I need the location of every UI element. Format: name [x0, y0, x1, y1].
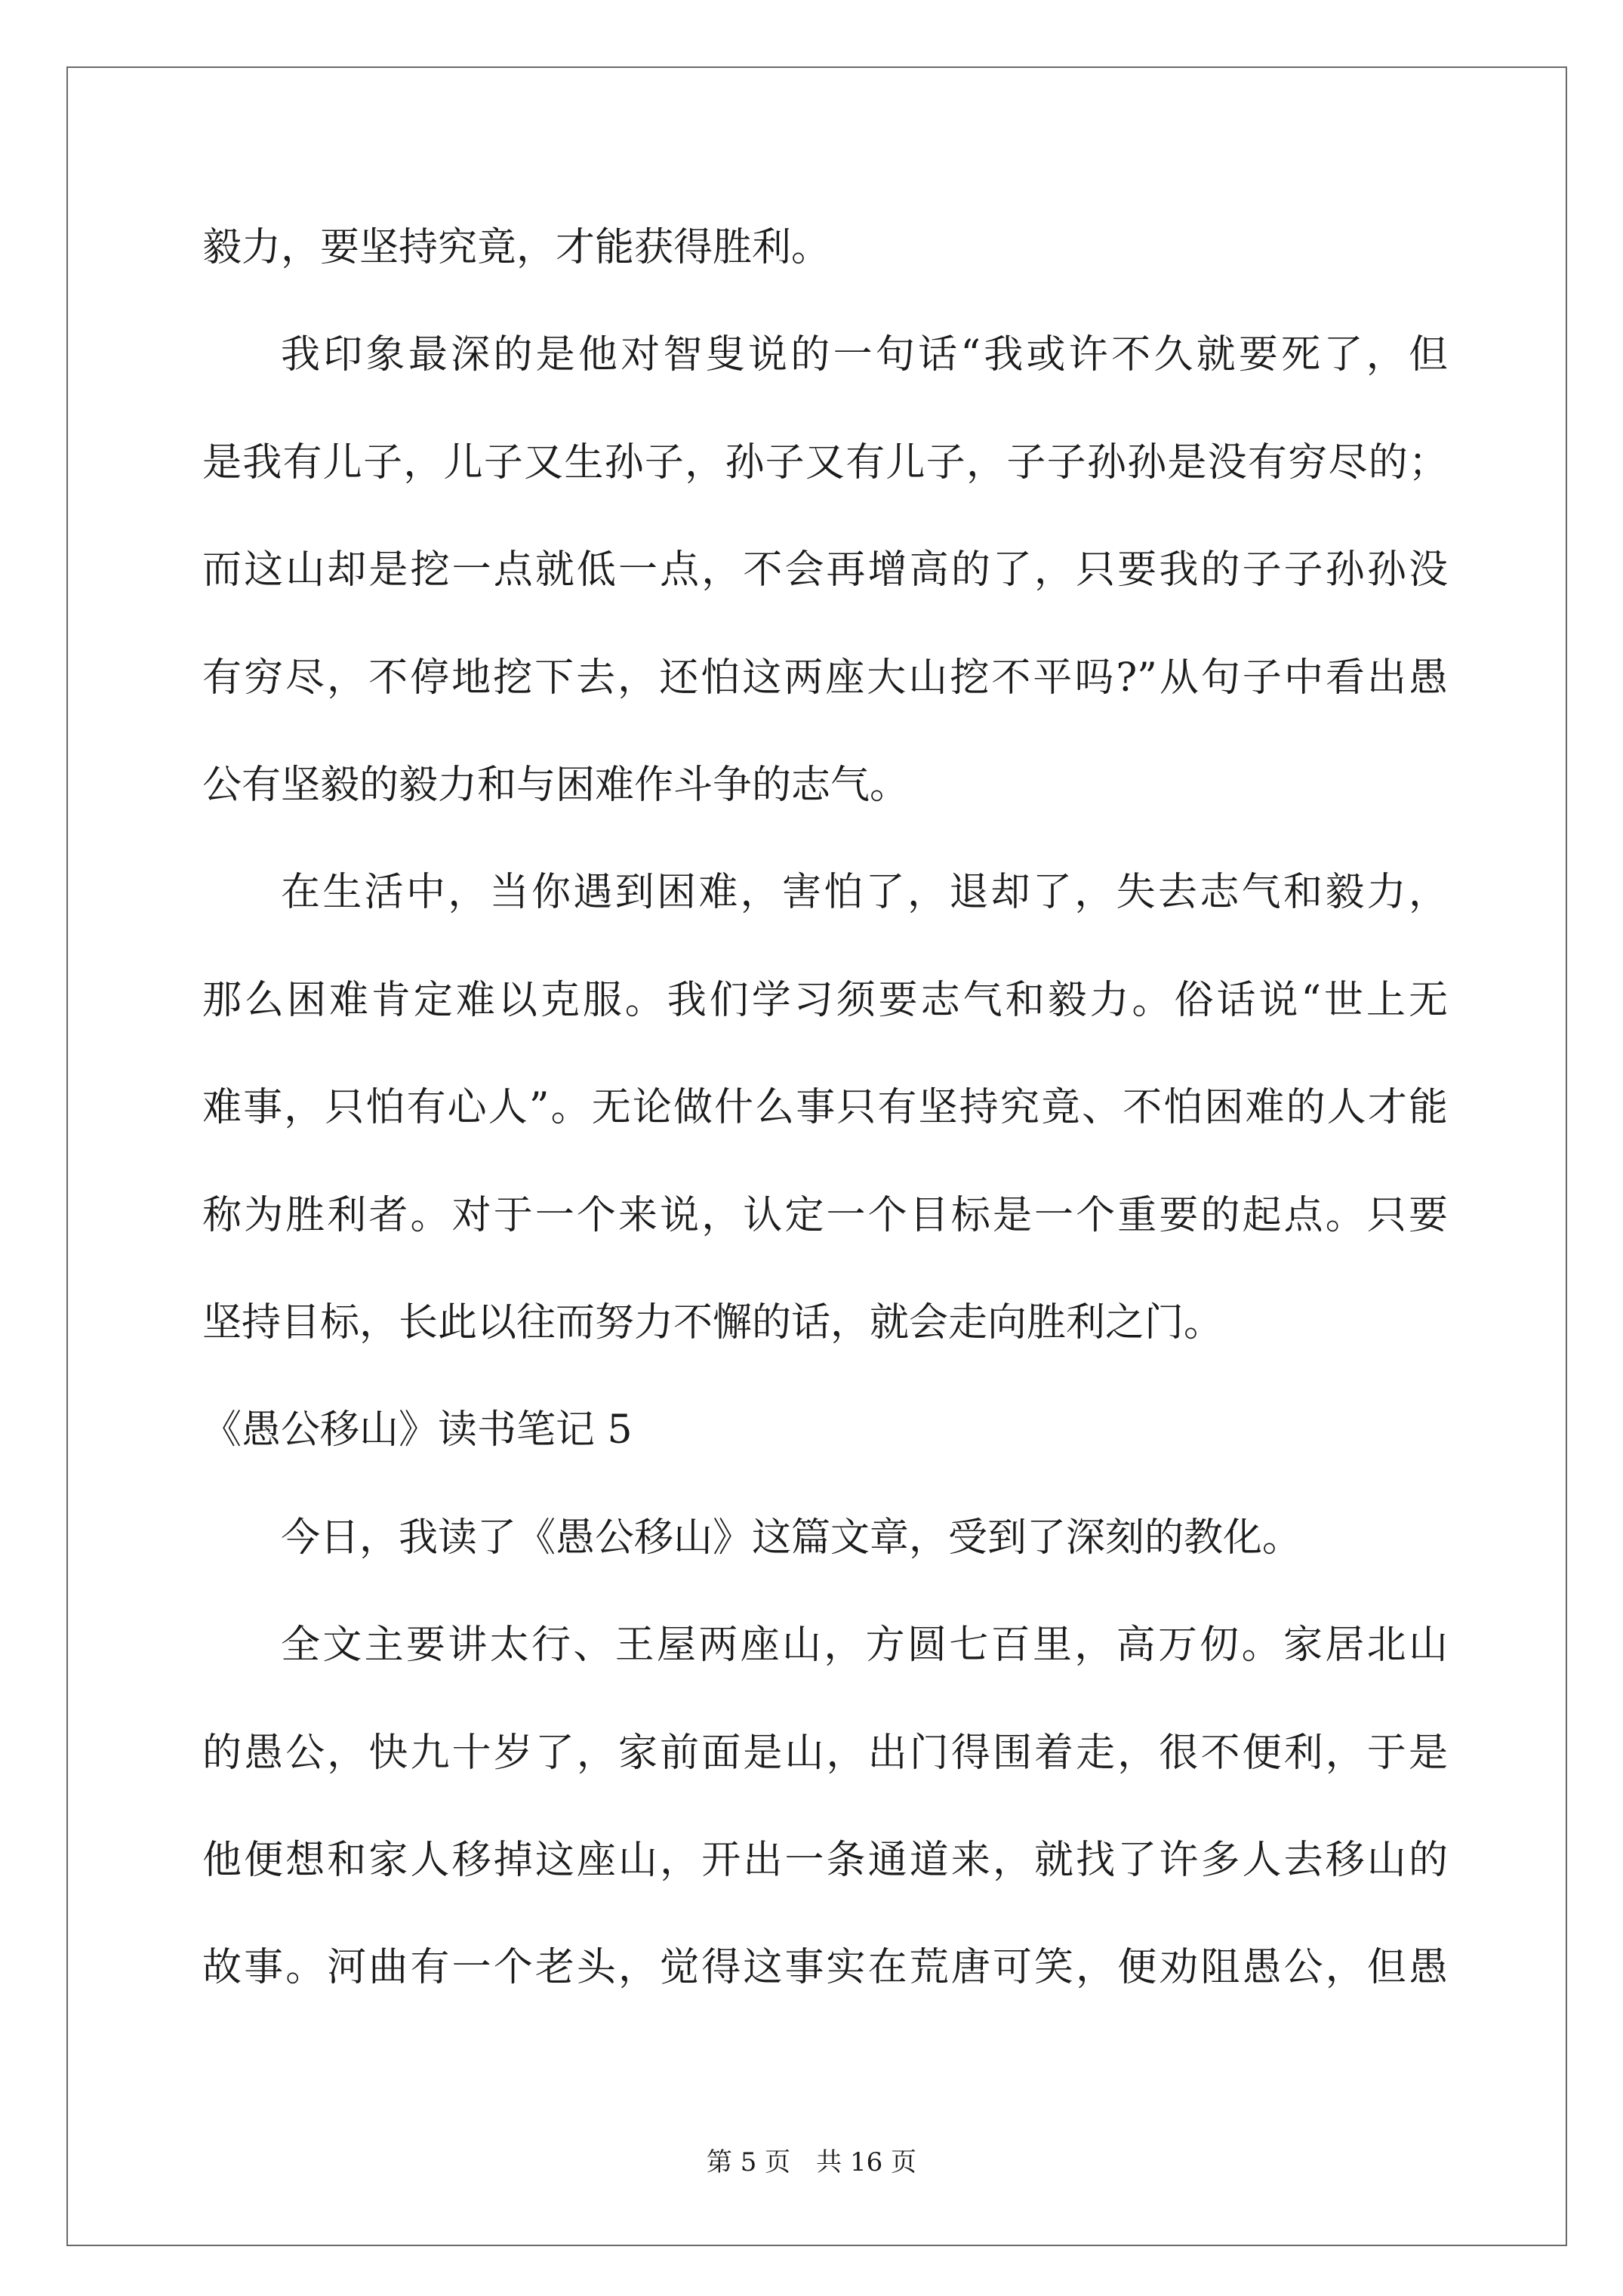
text-line: 难事，只怕有心人”。无论做什么事只有坚持究竟、不怕困难的人才能 — [202, 1085, 1448, 1131]
text-line: 的愚公，快九十岁了，家前面是山，出门得围着走，很不便利，于是 — [202, 1730, 1448, 1776]
text-line: 有穷尽，不停地挖下去，还怕这两座大山挖不平吗?”从句子中看出愚 — [202, 655, 1448, 701]
text-line: 坚持目标，长此以往而努力不懈的话，就会走向胜利之门。 — [202, 1300, 1224, 1345]
page-number: 第 5 页 — [706, 2147, 791, 2177]
text-line: 公有坚毅的毅力和与困难作斗争的志气。 — [202, 763, 910, 808]
text-line: 今日，我读了《愚公移山》这篇文章，受到了深刻的教化。 — [281, 1515, 1302, 1561]
text-line: 全文主要讲太行、王屋两座山，方圆七百里，高万仞。家居北山 — [281, 1623, 1448, 1669]
text-line: 称为胜利者。对于一个来说，认定一个目标是一个重要的起点。只要 — [202, 1192, 1448, 1238]
text-line: 他便想和家人移掉这座山，开出一条通道来，就找了许多人去移山的 — [202, 1838, 1448, 1883]
page-footer — [0, 2144, 1623, 2180]
text-line: 那么困难肯定难以克服。我们学习须要志气和毅力。俗话说“世上无 — [202, 977, 1448, 1023]
page-total: 共 16 页 — [816, 2147, 917, 2177]
text-line: 毅力，要坚持究竟，才能获得胜利。 — [202, 225, 831, 270]
section-heading: 《愚公移山》读书笔记 5 — [202, 1407, 633, 1453]
text-line: 故事。河曲有一个老头，觉得这事实在荒唐可笑，便劝阻愚公，但愚 — [202, 1945, 1448, 1991]
text-line: 在生活中，当你遇到困难，害怕了，退却了，失去志气和毅力， — [281, 870, 1448, 916]
text-line: 是我有儿子，儿子又生孙子，孙子又有儿子，子子孙孙是没有穷尽的； — [202, 439, 1448, 485]
text-line: 我印象最深的是他对智叟说的一句话“我或许不久就要死了，但 — [281, 332, 1448, 378]
text-line: 而这山却是挖一点就低一点，不会再增高的了，只要我的子子孙孙没 — [202, 547, 1448, 593]
